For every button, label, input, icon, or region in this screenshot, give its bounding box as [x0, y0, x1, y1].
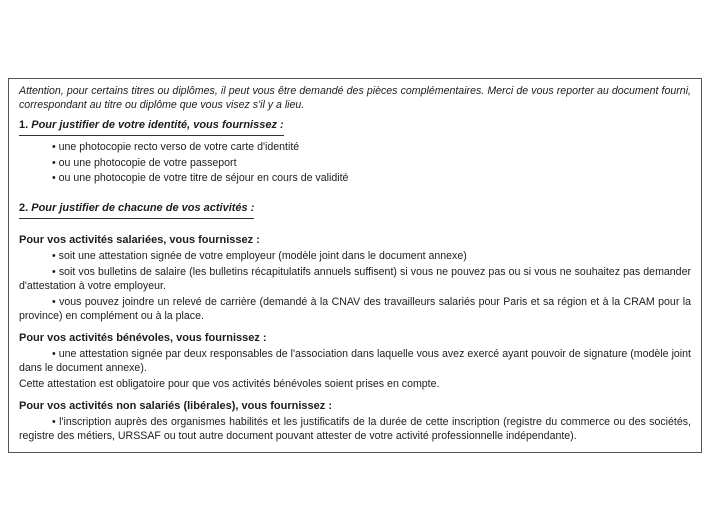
salaried-heading: Pour vos activités salariées, vous fournissez :	[19, 233, 260, 246]
volunteer-note: Cette attestation est obligatoire pour que vos activités bénévoles soient prises en compte.	[19, 377, 440, 390]
list-item: • ou une photocopie de votre passeport	[52, 156, 237, 169]
identity-documents-list	[19, 140, 691, 187]
section-1-heading: Pour justifier de votre identité, vous fournissez :	[31, 119, 284, 131]
self-employed-heading: Pour vos activités non salariés (libérales), vous fournissez :	[19, 399, 332, 412]
section-2-heading: Pour justifier de chacune de vos activités :	[31, 201, 255, 214]
requirements-box	[8, 78, 702, 453]
list-item: • une photocopie recto verso de votre carte d'identité	[52, 141, 300, 153]
salaried-item-3: • vous pouvez joindre un relevé de carrière (demandé à la CNAV des travailleurs salariés pour Paris et sa région et à la CRAM pour la province) en complément ou à la place.	[19, 295, 691, 322]
section-1-title	[19, 118, 284, 136]
section-2-title	[19, 201, 254, 219]
volunteer-heading: Pour vos activités bénévoles, vous fournissez :	[19, 331, 267, 344]
salaried-item-1: • soit une attestation signée de votre employeur (modèle joint dans le document annexe)	[52, 249, 467, 262]
volunteer-item-1: • une attestation signée par deux responsables de l'association dans laquelle vous avez exercé ayant pouvoir de signature (modèle joint dans le document annexe).	[19, 347, 691, 374]
list-item: • ou une photocopie de votre titre de séjour en cours de validité	[52, 172, 349, 184]
section-2-number: 2.	[19, 201, 29, 214]
salaried-item-2: • soit vos bulletins de salaire (les bulletins récapitulatifs annuels suffisent) si vous ne pouvez pas ou si vous ne souhaitez pas demander d'attestation à votre employeur.	[19, 265, 691, 292]
intro-notice: Attention, pour certains titres ou diplômes, il peut vous être demandé des pièces complémentaires. Merci de vous reporter au document fourni, correspondant au titre ou diplôme que vous visez s'il y a lieu.	[19, 85, 691, 111]
self-employed-item-1: • l'inscription auprès des organismes habilités et les justificatifs de la durée de cette inscription (registre du commerce ou des sociétés, registre des métiers, URSSAF ou tout autre document pouvant attester de votre activité professionnelle indépendante).	[19, 415, 691, 442]
section-1-number: 1.	[19, 119, 29, 131]
